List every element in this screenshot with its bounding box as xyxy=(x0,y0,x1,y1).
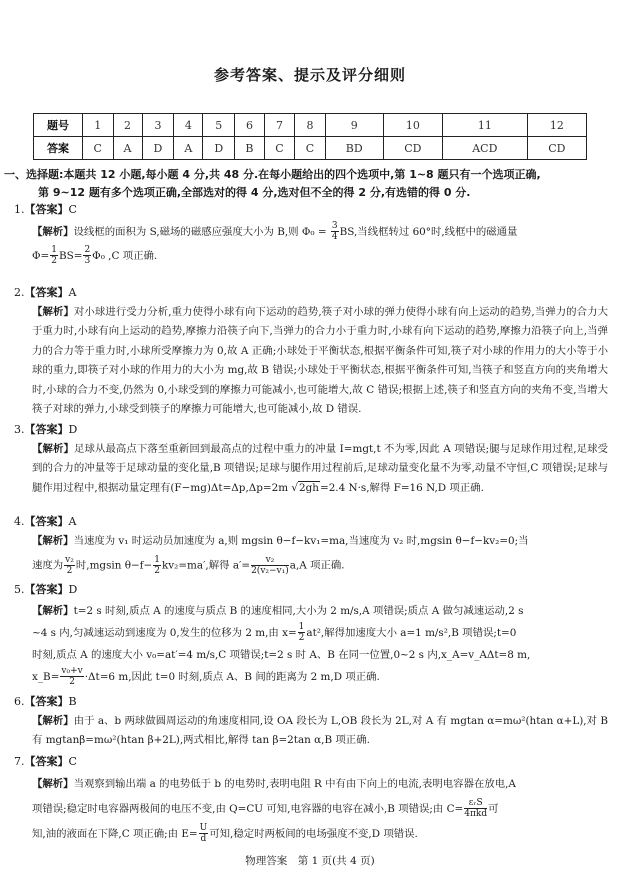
numerator: v₂ xyxy=(65,555,74,565)
analysis-label: 【解析】 xyxy=(32,305,74,318)
question-number-cell: 2 xyxy=(113,114,142,137)
question-number: 7. xyxy=(14,755,25,768)
answer-table xyxy=(33,113,587,160)
question-number-cell: 8 xyxy=(295,114,326,137)
question-number: 5. xyxy=(14,583,25,596)
answer-cell: A xyxy=(113,137,142,160)
analysis: 【解析】足球从最高点下落至重新回到最高点的过程中重力的冲量 I=mgt,t 不为零,因此 A 项错误;腿与足球作用过程,足球受到的合力的冲量等于足球动量的变化量,B 项错误;足球与腿作用过程前后,足球动量变化量不为零,动量不守恒,C 项错误;足球与腿作用过程中,根据动量定理有(F−mg)Δt=Δp,Δp=2m √2gh=2.4 N·s,解得 F=16 N,D 项正确. xyxy=(32,442,608,494)
analysis xyxy=(14,712,608,751)
denominator: 2 xyxy=(66,566,73,576)
fraction xyxy=(331,221,339,242)
question-1 xyxy=(14,200,608,268)
analysis-text: ·Δt=6 m,因此 t=0 时刻,质点 A、B 间的距离为 2 m,D 项正确. xyxy=(84,670,380,683)
question-2 xyxy=(14,283,608,420)
analysis-label: 【解析】 xyxy=(32,604,74,617)
question-number: 3. xyxy=(14,423,25,436)
question-number: 2. xyxy=(14,286,25,299)
analysis-text: 项错误;稳定时电容器两极间的电压不变,由 Q=CU 可知,电容器的电容在减小,B 项错误;由 C= xyxy=(32,802,464,815)
answer-value: D xyxy=(68,583,78,596)
answer-value: D xyxy=(68,423,78,436)
answer-label: 【答案】 xyxy=(24,695,69,708)
question-number-cell: 6 xyxy=(235,114,264,137)
fraction xyxy=(64,555,75,576)
question-number: 6. xyxy=(14,695,25,708)
analysis-text: 设线框的面积为 S,磁场的磁感应强度大小为 B,则 Φ₀ = xyxy=(73,225,327,238)
question-number-cell: 3 xyxy=(142,114,174,137)
question-number-cell: 12 xyxy=(527,114,586,137)
analysis-label: 【解析】 xyxy=(32,534,74,547)
row-header: 答案 xyxy=(34,137,83,160)
answer-label: 【答案】 xyxy=(24,423,69,436)
sqrt-term: 2gh xyxy=(299,481,319,494)
answer-value: A xyxy=(68,515,77,528)
analysis xyxy=(14,532,608,577)
question-number-cell: 1 xyxy=(83,114,114,137)
answer-cell: D xyxy=(203,137,235,160)
denominator: 2(v₂−v₁) xyxy=(251,566,289,576)
question-number-cell: 10 xyxy=(383,114,442,137)
answer-cell: C xyxy=(295,137,326,160)
table-row-answers xyxy=(34,137,587,160)
analysis-text: 时刻,质点 A 的速度大小 v₀=at′=4 m/s,C 项错误;t=2 s 时 A、B 在同一位置,0~2 s 内,x_A=v_AΔt=8 m, xyxy=(32,648,531,661)
fraction xyxy=(153,555,161,576)
analysis-text: Φ₀ ,C 项正确. xyxy=(92,249,158,262)
answer-label: 【答案】 xyxy=(24,203,69,216)
answer-cell: A xyxy=(174,137,203,160)
analysis xyxy=(14,772,608,847)
numerator: 1 xyxy=(154,555,160,565)
section-line-2: 第 9~12 题有多个选项正确,全部选对的得 4 分,选对但不全的得 2 分,有选错的得 0 分. xyxy=(38,186,471,199)
analysis-text: t=2 s 时刻,质点 A 的速度与质点 B 的速度相同,大小为 2 m/s,A 项错误;质点 A 做匀减速运动,2 s xyxy=(73,604,524,617)
answer-value: B xyxy=(68,695,77,708)
answer-cell: B xyxy=(235,137,264,160)
numerator: 1 xyxy=(298,622,305,632)
question-number-cell: 5 xyxy=(203,114,235,137)
question-number-cell: 7 xyxy=(264,114,295,137)
denominator: 4 xyxy=(331,232,338,242)
fraction xyxy=(199,823,209,844)
analysis-label: 【解析】 xyxy=(32,442,74,455)
analysis-text: 由于 a、b 两球做圆周运动的角速度相同,设 OA 段长为 L,OB 段长为 2L,对 A 有 mgtan α=mω²(htan α+L),对 B 有 mgtanβ=mω²(htan β+2L),两式相比,解得 tan β=2tan α,B 项正确. xyxy=(32,714,608,746)
answer-cell: CD xyxy=(527,137,586,160)
analysis-text: 当观察到输出端 a 的电势低于 b 的电势时,表明电阻 R 中有由下向上的电流,表明电容器在放电,A xyxy=(73,777,516,790)
answer-cell: C xyxy=(264,137,295,160)
denominator: 2 xyxy=(69,677,75,687)
analysis-text: BS= xyxy=(58,249,83,262)
denominator: 2 xyxy=(51,256,57,266)
analysis xyxy=(14,600,608,688)
analysis-text: Φ= xyxy=(32,249,50,262)
question-7 xyxy=(14,752,608,847)
answer-cell: D xyxy=(142,137,174,160)
answer-cell: C xyxy=(83,137,114,160)
analysis-text: 速度为 xyxy=(32,559,64,572)
analysis-label: 【解析】 xyxy=(32,714,74,727)
fraction xyxy=(50,245,58,266)
analysis-text: at²,解得加速度大小 a=1 m/s²,B 项错误;t=0 xyxy=(306,626,517,639)
answer-label: 【答案】 xyxy=(24,755,69,768)
fraction xyxy=(251,555,289,576)
answer-cell: ACD xyxy=(442,137,527,160)
analysis xyxy=(14,220,608,268)
analysis-text: 可 xyxy=(488,802,499,815)
analysis-text: x_B= xyxy=(32,670,60,683)
answer-label: 【答案】 xyxy=(24,515,69,528)
question-6 xyxy=(14,692,608,751)
fraction xyxy=(83,245,91,266)
question-number: 4. xyxy=(14,515,25,528)
analysis-text: a,A 项正确. xyxy=(289,559,345,572)
answer-cell: BD xyxy=(325,137,383,160)
fraction xyxy=(464,798,487,819)
fraction xyxy=(298,622,306,643)
analysis-text: 对小球进行受力分析,重力使得小球有向下运动的趋势,筷子对小球的弹力使得小球有向上运动的趋势,当弹力的合力大于重力时,小球有向上运动的趋势,摩擦力沿筷子向下,当弹力的合力小于重力时,小球有向下运动的趋势,摩擦力沿筷子向上,当弹力的合力等于重力时,小球所受摩擦力为 0,故 A 正确;小球处于平衡状态,根据平衡条件可知,筷子对小球的作用力的大小等于小球的重力,即筷子对小球的作用力的大小为 mg,故 B 错误;小球处于平衡状态,根据平衡条件可知,当筷子和竖直方向的夹角增大时,小球的合力不变,仍然为 0,小球受到的摩擦力可能减小,也可能增大,故 C 错误;根据上述,筷子和竖直方向的夹角不变,当增大筷子对球的弹力,小球受到筷子的摩擦力可能增大,也可能减小,故 D 错误. xyxy=(32,305,608,415)
question-number-cell: 4 xyxy=(174,114,203,137)
analysis-text: 时,mgsin θ−f− xyxy=(75,559,153,572)
answer-value: C xyxy=(68,755,77,768)
numerator: 3 xyxy=(331,221,338,231)
section-heading xyxy=(4,166,616,202)
analysis-text: 足球从最高点下落至重新回到最高点的过程中重力的冲量 I=mgt,t 不为零,因此 A 项错误;腿与足球作用过程,足球受到的合力的冲量等于足球动量的变化量,B 项错误;足球与腿作用过程前后,足球动量变化量不为零,动量不守恒,C 项错误;足球与腿作用过程中,根据动量定理有(F−mg)Δt=Δp,Δp=2m xyxy=(32,442,608,494)
page-title: 参考答案、提示及评分细则 xyxy=(213,66,406,84)
numerator: 1 xyxy=(51,245,57,255)
denominator: d xyxy=(200,834,207,844)
answer-label: 【答案】 xyxy=(24,286,69,299)
table-row-numbers xyxy=(34,114,587,137)
numerator: v₀+v xyxy=(61,666,83,676)
numerator: εᵣS xyxy=(464,798,487,809)
question-4 xyxy=(14,512,608,576)
answer-value: C xyxy=(68,203,77,216)
analysis-text: 知,油的液面在下降,C 项正确;由 E= xyxy=(32,827,198,840)
page-footer: 物理答案 第 1 页(共 4 页) xyxy=(245,855,375,867)
question-3 xyxy=(14,420,608,498)
row-header: 题号 xyxy=(34,114,83,137)
question-5 xyxy=(14,580,608,688)
answer-cell: CD xyxy=(383,137,442,160)
denominator: 4πkd xyxy=(464,809,488,819)
denominator: 3 xyxy=(84,256,91,266)
numerator: v₂ xyxy=(251,555,289,566)
question-number: 1. xyxy=(14,203,25,216)
question-number-cell: 11 xyxy=(442,114,527,137)
section-line-1: 一、选择题:本题共 12 小题,每小题 4 分,共 48 分.在每小题给出的四个选项中,第 1~8 题只有一个选项正确, xyxy=(4,168,541,181)
denominator: 2 xyxy=(298,633,305,643)
analysis-text: 可知,稳定时两板间的电场强度不变,D 项错误. xyxy=(209,827,418,840)
analysis-text: BS,当线框转过 60°时,线框中的磁通量 xyxy=(339,225,518,238)
analysis-text: 当速度为 v₁ 时运动员加速度为 a,则 mgsin θ−f−kv₁=ma,当速度为 v₂ 时,mgsin θ−f−kv₂=0;当 xyxy=(73,534,529,547)
answer-value: A xyxy=(68,286,77,299)
numerator: 2 xyxy=(84,245,91,255)
question-number-cell: 9 xyxy=(325,114,383,137)
analysis-text: ~4 s 内,匀减速运动到速度为 0,发生的位移为 2 m,由 x= xyxy=(32,626,297,639)
analysis-text: kv₂=ma′,解得 a′= xyxy=(161,559,251,572)
analysis xyxy=(14,303,608,420)
analysis-text: =2.4 N·s,解得 F=16 N,D 项正确. xyxy=(319,481,484,494)
analysis-label: 【解析】 xyxy=(32,225,74,238)
denominator: 2 xyxy=(154,566,160,576)
answer-label: 【答案】 xyxy=(24,583,69,596)
analysis-label: 【解析】 xyxy=(32,777,74,790)
fraction xyxy=(60,666,83,687)
numerator: U xyxy=(199,823,208,833)
